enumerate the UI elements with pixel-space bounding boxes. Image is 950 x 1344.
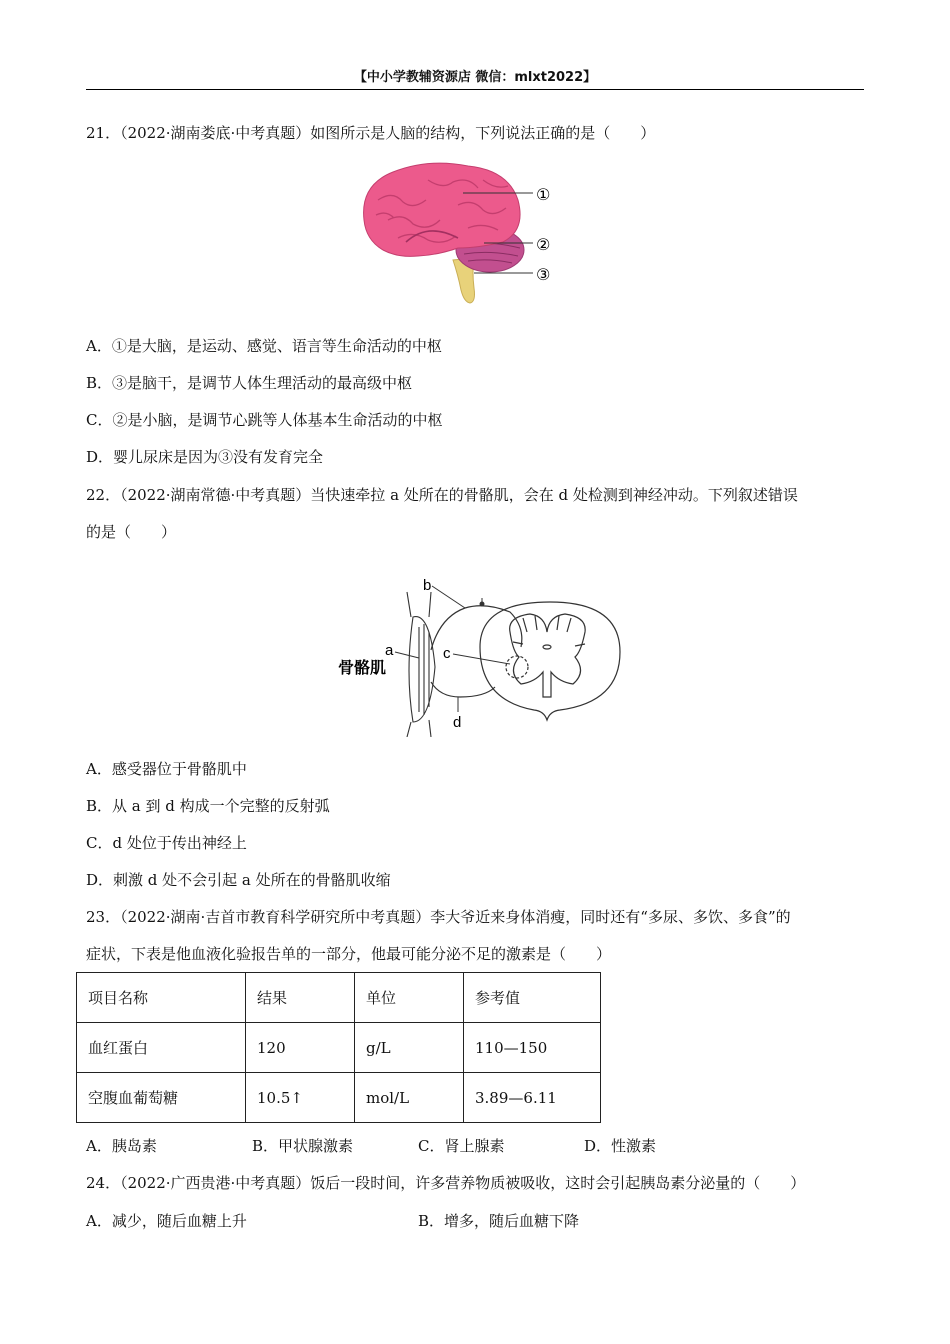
blood-test-table bbox=[76, 972, 601, 1123]
fig-label-b: b bbox=[423, 577, 432, 594]
brain-label-3: ③ bbox=[536, 265, 551, 284]
table-header-cell: 参考值 bbox=[464, 973, 601, 1023]
q21-option-d: D．婴儿尿床是因为③没有发育完全 bbox=[86, 448, 324, 466]
spinal-cord bbox=[480, 602, 620, 720]
table-row bbox=[77, 1073, 601, 1123]
table-header-cell: 单位 bbox=[355, 973, 464, 1023]
table-header-cell: 项目名称 bbox=[77, 973, 246, 1023]
table-cell: 血红蛋白 bbox=[77, 1023, 246, 1073]
q23-stem-line1: 23．（2022·湖南·吉首市教育科学研究所中考真题）李大爷近来身体消瘦，同时还有“多尿、多饮、多食”的 bbox=[86, 908, 791, 926]
q21-option-a: A．①是大脑，是运动、感觉、语言等生命活动的中枢 bbox=[86, 337, 442, 355]
q21-option-b: B．③是脑干，是调节人体生理活动的最高级中枢 bbox=[86, 374, 413, 392]
skeletal-muscle bbox=[407, 592, 435, 737]
table-row bbox=[77, 1023, 601, 1073]
q22-option-c: C．d 处位于传出神经上 bbox=[86, 834, 247, 852]
table-cell: 3.89—6.11 bbox=[464, 1073, 601, 1123]
ganglion bbox=[480, 602, 485, 607]
brain-label-2: ② bbox=[536, 235, 551, 254]
q21-option-c: C．②是小脑，是调节心跳等人体基本生命活动的中枢 bbox=[86, 411, 443, 429]
table-cell: g/L bbox=[355, 1023, 464, 1073]
table-cell: 10.5↑ bbox=[246, 1073, 355, 1123]
fig-label-muscle: 骨骼肌 bbox=[338, 658, 387, 677]
q22-option-a: A．感受器位于骨骼肌中 bbox=[86, 760, 247, 778]
reflex-arc-figure bbox=[335, 572, 635, 737]
q22-stem-line2: 的是（ ） bbox=[86, 523, 177, 541]
afferent-nerve bbox=[431, 606, 522, 650]
table-header-row bbox=[77, 973, 601, 1023]
table-cell: 空腹血葡萄糖 bbox=[77, 1073, 246, 1123]
q24-stem: 24．（2022·广西贵港·中考真题）饭后一段时间，许多营养物质被吸收，这时会引起胰岛素分泌量的（ ） bbox=[86, 1174, 806, 1192]
q22-option-d: D．刺激 d 处不会引起 a 处所在的骨骼肌收缩 bbox=[86, 871, 391, 889]
brain-label-1: ① bbox=[536, 185, 551, 204]
q23-option-d: D．性激素 bbox=[584, 1137, 657, 1155]
fig-label-d: d bbox=[453, 714, 462, 731]
q23-option-c: C．肾上腺素 bbox=[418, 1137, 505, 1155]
table-header-cell: 结果 bbox=[246, 973, 355, 1023]
table-cell: 120 bbox=[246, 1023, 355, 1073]
q24-option-a: A．减少，随后血糖上升 bbox=[86, 1212, 247, 1230]
table-cell: 110—150 bbox=[464, 1023, 601, 1073]
table-cell: mol/L bbox=[355, 1073, 464, 1123]
brain-figure bbox=[358, 160, 568, 310]
q22-option-b: B．从 a 到 d 构成一个完整的反射弧 bbox=[86, 797, 330, 815]
fig-label-a: a bbox=[385, 642, 394, 659]
page-header: 【中小学教辅资源店 微信：mlxt2022】 bbox=[86, 66, 864, 90]
q24-option-b: B．增多，随后血糖下降 bbox=[418, 1212, 580, 1230]
q23-option-b: B．甲状腺激素 bbox=[252, 1137, 354, 1155]
q22-stem-line1: 22．（2022·湖南常德·中考真题）当快速牵拉 a 处所在的骨骼肌，会在 d 处检测到神经冲动。下列叙述错误 bbox=[86, 486, 798, 504]
q21-stem: 21．（2022·湖南娄底·中考真题）如图所示是人脑的结构，下列说法正确的是（ ） bbox=[86, 124, 656, 142]
efferent-nerve bbox=[431, 682, 495, 697]
q23-stem-line2: 症状，下表是他血液化验报告单的一部分，他最可能分泌不足的激素是（ ） bbox=[86, 945, 612, 963]
q23-option-a: A．胰岛素 bbox=[86, 1137, 157, 1155]
fig-label-c: c bbox=[443, 645, 451, 662]
